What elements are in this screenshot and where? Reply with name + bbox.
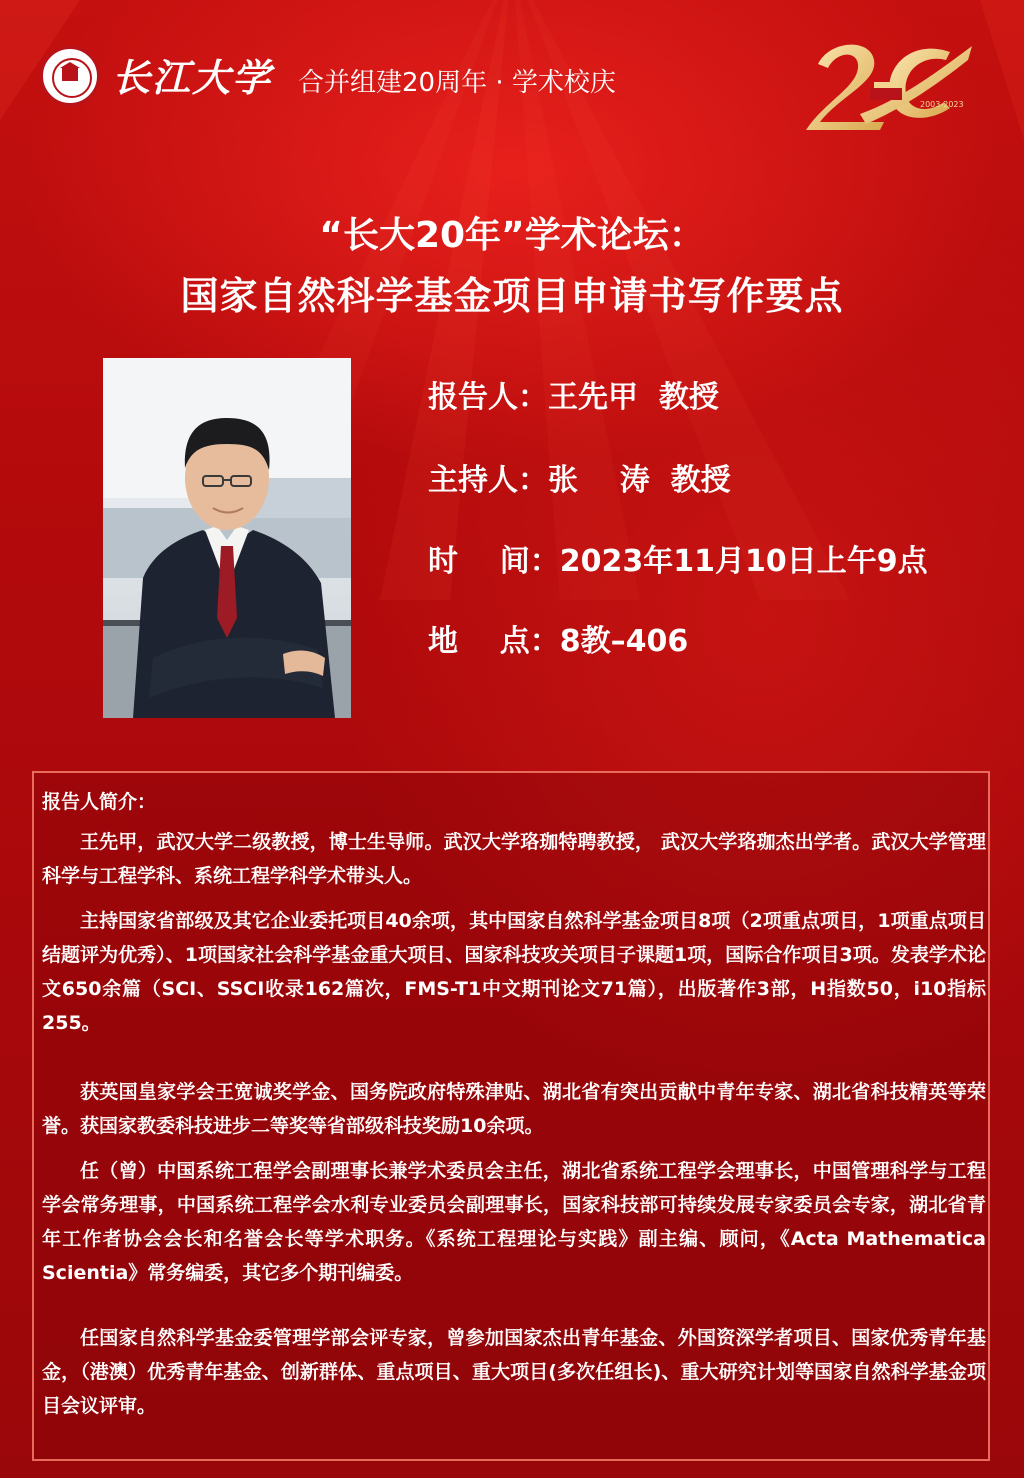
bio-heading: 报告人简介： [42,791,157,813]
bio-paragraph: 任国家自然科学基金委管理学部会评专家，曾参加国家杰出青年基金、外国资深学者项目、国家优秀青年基金，（港澳）优秀青年基金、创新群体、重点项目、重大项目(多次任组长)、重大研究计划等国家自然科学基金项目会议评审。 [42,1327,986,1417]
time-label: 时 间： [428,544,560,579]
time-value: 2023年11月10日上午9点 [559,544,928,579]
forum-title: “长大20年”学术论坛： [319,215,705,256]
location-label: 地 点： [428,624,560,659]
lecture-title: 国家自然科学基金项目申请书写作要点 [180,274,844,318]
speaker-name: 王先甲 教授 [548,380,719,415]
bio-paragraph: 获英国皇家学会王宽诚奖学金、国务院政府特殊津贴、湖北省有突出贡献中青年专家、湖北省科技精英等荣誉。获国家教委科技进步二等奖等省部级科技奖励10余项。 [42,1081,986,1137]
host-label: 主持人： [428,463,548,498]
location-line [428,622,688,662]
speaker-label: 报告人： [428,380,548,415]
anniversary-subtitle: 合并组建20周年 · 学术校庆 [298,68,616,98]
university-name: 长江大学 [112,55,273,100]
time-line [428,542,928,582]
university-seal-logo [40,46,100,106]
bio-paragraph: 主持国家省部级及其它企业委托项目40余项，其中国家自然科学基金项目8项（2项重点项目，1项重点项目结题评为优秀）、1项国家社会科学基金重大项目、国家科技攻关项目子课题1项，国际合作项目3项。发表学术论文650余篇（SCI、SSCI收录162篇次，FMS-T1中文期刊论文71篇），出版著作3部，H指数50，i10指标255。 [42,910,986,1034]
speaker-photo [103,358,351,718]
bio-paragraph: 王先甲，武汉大学二级教授，博士生导师。武汉大学珞珈特聘教授， 武汉大学珞珈杰出学者。武汉大学管理科学与工程学科、系统工程学科学术带头人。 [42,831,986,887]
host-name: 张 涛 教授 [548,463,731,498]
bio-paragraph: 任（曾）中国系统工程学会副理事长兼学术委员会主任，湖北省系统工程学会理事长，中国管理科学与工程学会常务理事，中国系统工程学会水利专业委员会副理事长，国家科技部可持续发展专家委员会专家，湖北省青年工作者协会会长和名誉会长等学术职务。《系统工程理论与实践》副主编、顾问，《Acta Mathematica Scientia》常务编委，其它多个期刊编委。 [42,1160,986,1284]
anniversary-years: 2003-2023 [920,100,964,109]
anniversary-20-logo [800,30,980,140]
location-value: 8教–406 [559,624,689,659]
host-line [428,461,731,501]
speaker-bio-box [32,771,990,1461]
speaker-line [428,378,719,418]
